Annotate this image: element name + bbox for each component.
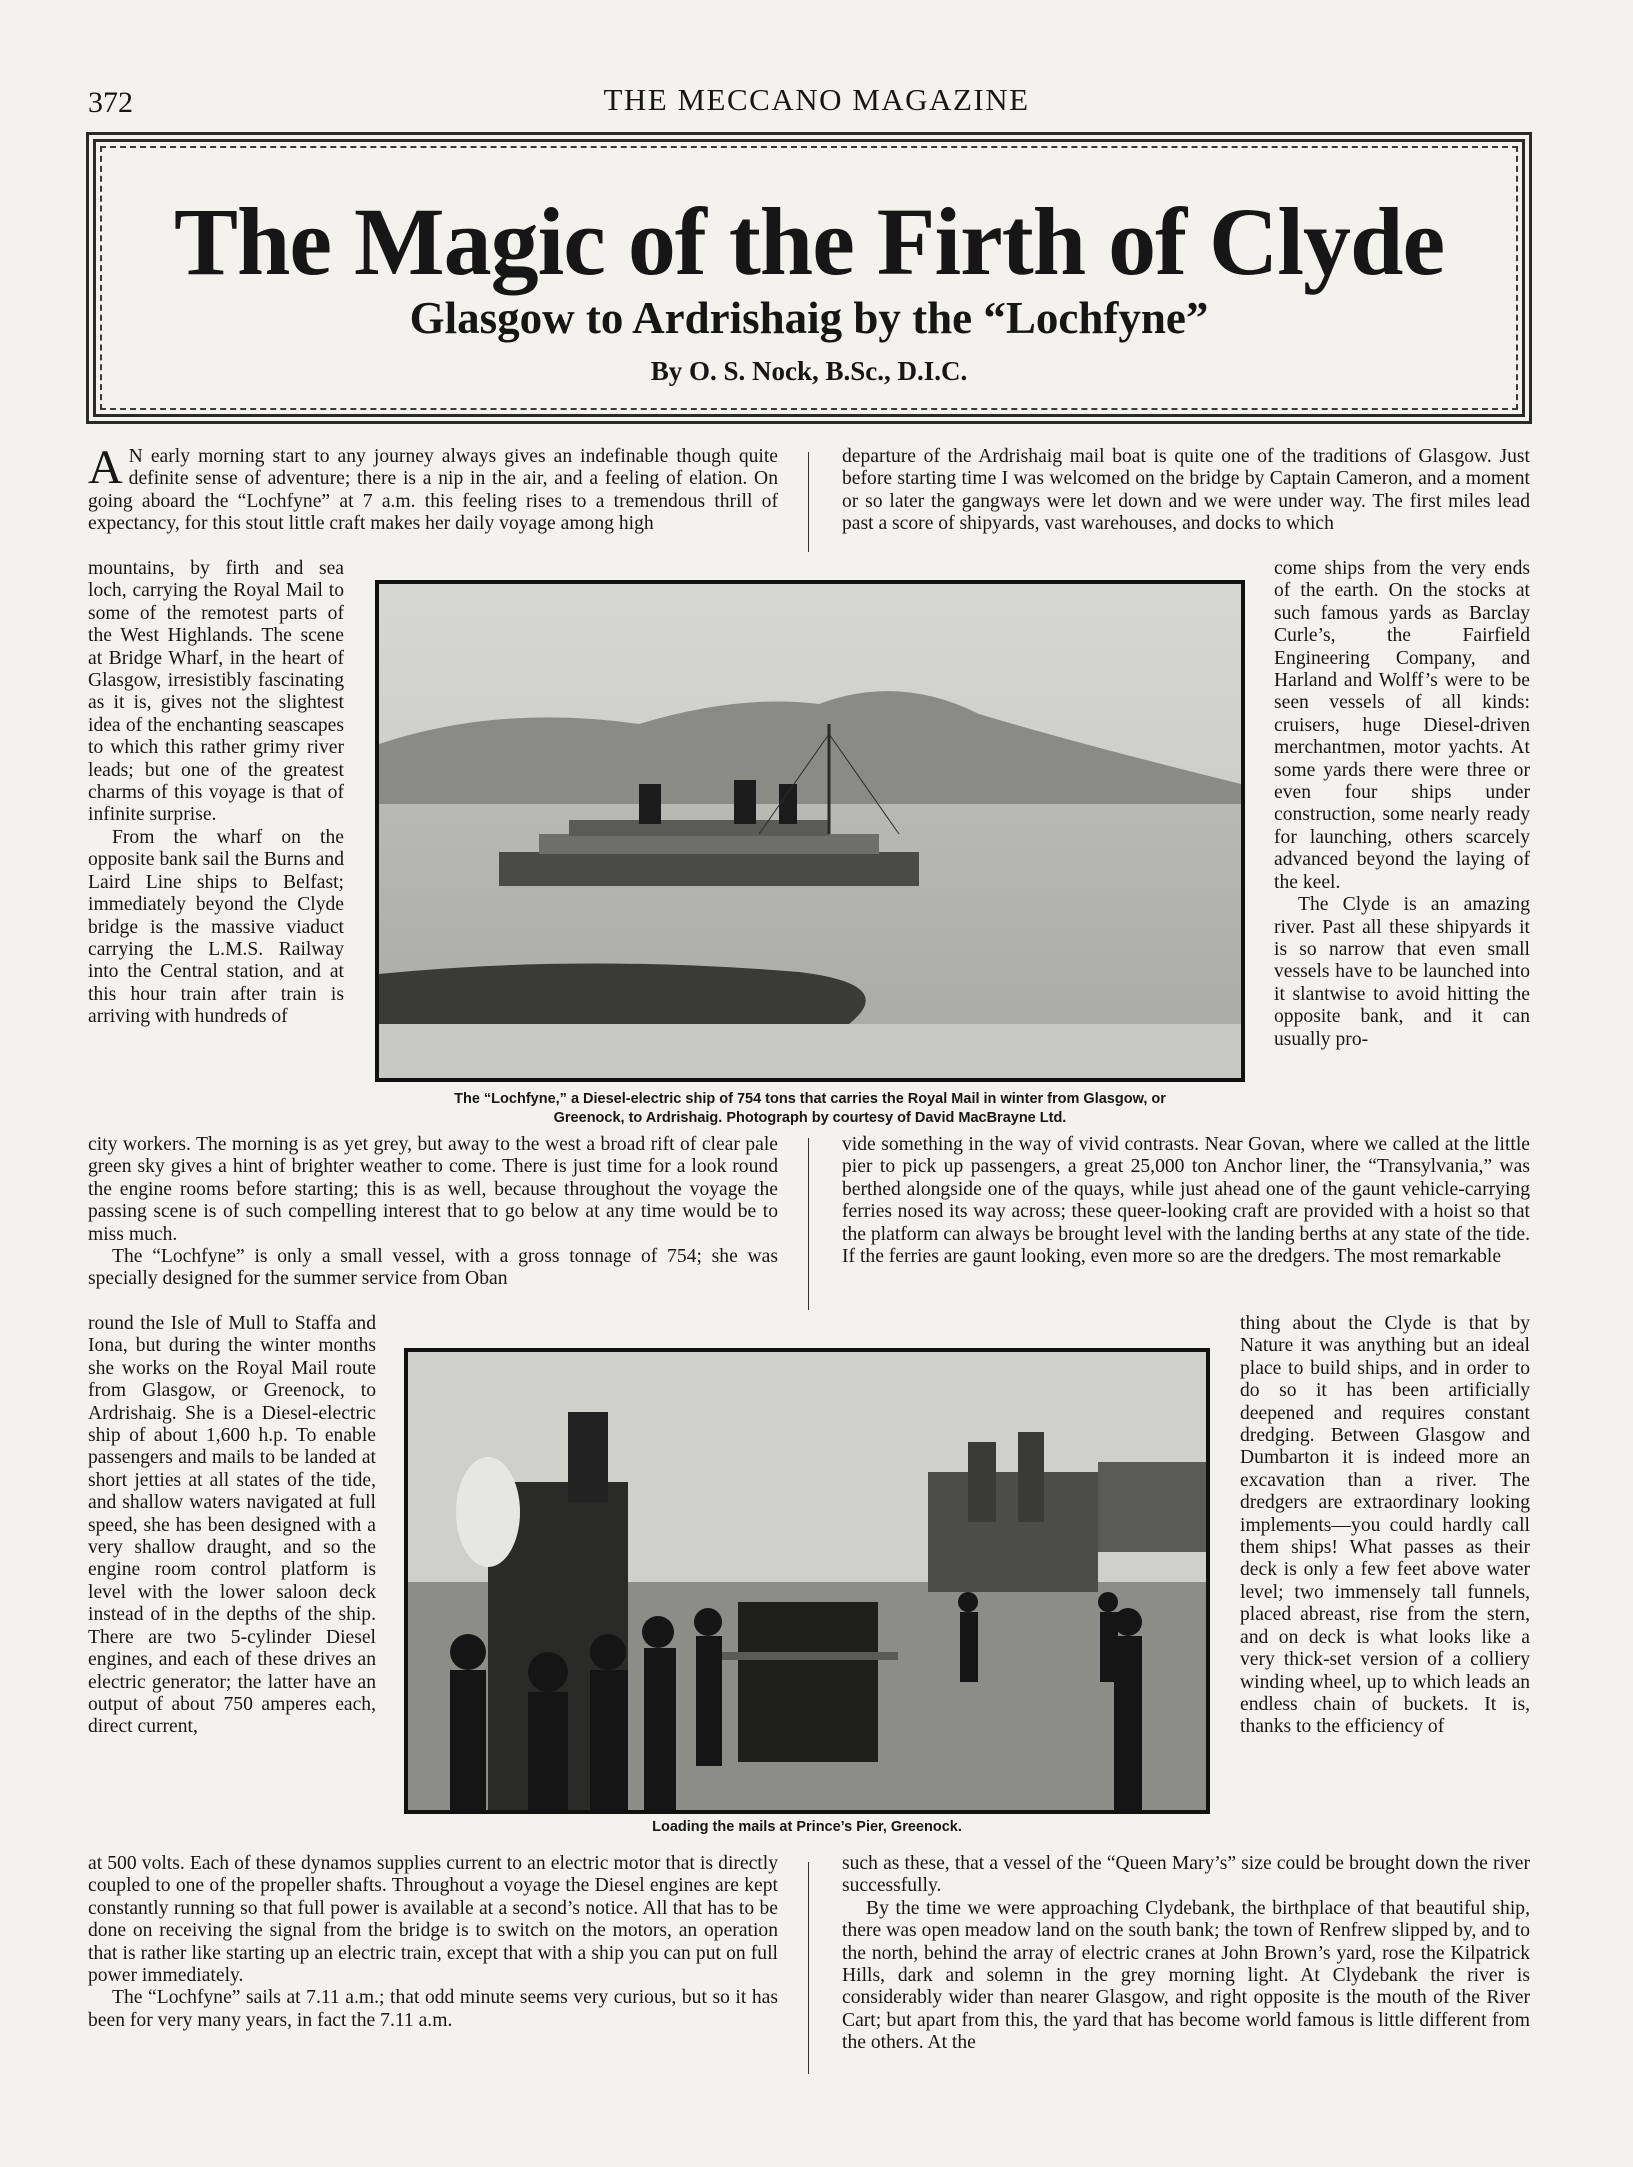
column-rule-bottom bbox=[808, 1862, 809, 2074]
paragraph: city workers. The morning is as yet grey, but away to the west a broad rift of clear pale green sky gives a hint of brighter weather to come. There is just time for a look round the engine rooms before starting; this is as well, because throughout the voyage the passing scene is of such compelling interest that to go below at any time would be to miss much. bbox=[88, 1134, 778, 1245]
photo1-caption bbox=[360, 1090, 1260, 1128]
paragraph: round the Isle of Mull to Staffa and Iona, but during the winter months she works on the Royal Mail route from Glasgow, or Greenock, to Ardrishaig. She is a Diesel-electric ship of about 1,600 h.p. To enable passengers and mails to be landed at short jetties at all states of the tide, and shallow waters navigated at full speed, she has been designed with a very shallow draught, and so the engine room control platform is level with the lower saloon deck instead of in the depths of the ship. There are two 5-cylinder Diesel engines, and each of these drives an electric generator; the latter have an output of about 750 amperes each, direct current, bbox=[88, 1313, 376, 1738]
right-top-text bbox=[842, 446, 1530, 536]
photo-lochfyne-ship bbox=[375, 580, 1245, 1082]
left-middle-text bbox=[88, 1134, 778, 1291]
drop-cap: A bbox=[88, 441, 123, 494]
paragraph: The “Lochfyne” is only a small vessel, with a gross tonnage of 754; she was specially designed for the summer service from Oban bbox=[88, 1246, 778, 1290]
caption-line: The “Lochfyne,” a Diesel-electric ship of 754 tons that carries the Royal Mail in winter from Glasgow, or bbox=[454, 1091, 1166, 1107]
page-number: 372 bbox=[88, 86, 133, 119]
paragraph: vide something in the way of vivid contrasts. Near Govan, where we called at the little pier to pick up passengers, a great 25,000 ton Anchor liner, the “Transylvania,” was berthed alongside one of the quays, while just ahead one of the gaunt vehicle-carrying ferries nosed its way across; these queer-looking craft are provided with a hoist so that the platform can always be brought level with the landing berths at any state of the tide. If the ferries are gaunt looking, even more so are the dredgers. The most remarkable bbox=[842, 1134, 1530, 1268]
article-byline: By O. S. Nock, B.Sc., D.I.C. bbox=[650, 356, 968, 386]
paragraph: The Clyde is an amazing river. Past all these shipyards it is so narrow that even small vessels have to be launched into it slantwise to avoid hitting the opposite bank, and it can usually pro- bbox=[1274, 894, 1530, 1050]
caption-line: Greenock, to Ardrishaig. Photograph by courtesy of David MacBrayne Ltd. bbox=[553, 1110, 1067, 1126]
paragraph: The “Lochfyne” sails at 7.11 a.m.; that odd minute seems very curious, but so it has been for very many years, in fact the 7.11 a.m. bbox=[88, 1987, 778, 2031]
paragraph: By the time we were approaching Clydebank, the birthplace of that beautiful ship, there was open meadow land on the south bank; the town of Renfrew slipped by, and to the north, behind the array of electric cranes at John Brown’s yard, rose the Kilpatrick Hills, dark and solemn in the grey morning light. At Clydebank the river is considerably wider than nearer Glasgow, and right opposite is the mouth of the River Cart; but apart from this, the yard that has become world famous is little different from the others. At the bbox=[842, 1897, 1530, 2054]
article-subtitle: Glasgow to Ardrishaig by the “Lochfyne” bbox=[409, 293, 1209, 343]
paragraph: mountains, by firth and sea loch, carrying the Royal Mail to some of the remotest parts of the West Highlands. The scene at Bridge Wharf, in the heart of Glasgow, irresistibly fascinating as it is, gives not the slightest idea of the enchanting seascapes to which this rather grimy river leads; but one of the greatest charms of this voyage is that of infinite surprise. bbox=[88, 558, 344, 826]
paragraph: such as these, that a vessel of the “Queen Mary’s” size could be brought down the river successfully. bbox=[842, 1853, 1530, 1897]
column-rule-middle bbox=[808, 1138, 809, 1310]
paragraph: at 500 volts. Each of these dynamos supplies current to an electric motor that is directly coupled to one of the propeller shafts. Throughout a voyage the Diesel engines are kept constantly running so that full power is available at a second’s notice. All that has to be done on receiving the signal from the bridge is to switch on the motors, an operation that is rather like starting up an electric train, except that with a ship you can put on full power immediately. bbox=[88, 1853, 778, 1987]
paragraph: departure of the Ardrishaig mail boat is quite one of the traditions of Glasgow. Just before starting time I was welcomed on the bridge by Captain Cameron, and a moment or so later the gangways were let down and we were under way. The first miles lead past a score of shipyards, vast warehouses, and docks to which bbox=[842, 446, 1530, 535]
magazine-title: THE MECCANO MAGAZINE bbox=[603, 82, 1030, 117]
paragraph: From the wharf on the opposite bank sail the Burns and Laird Line ships to Belfast; immediately beyond the Clyde bridge is the massive viaduct carrying the L.M.S. Railway into the Central station, and at this hour train after train is arriving with hundreds of bbox=[88, 826, 344, 1028]
right-bottom-text bbox=[842, 1853, 1530, 2055]
paragraph: thing about the Clyde is that by Nature it was anything but an ideal place to build ships, and in order to do so it has been artificially deepened and requires constant dredging. Between Glasgow and Dumbarton it is indeed more an excavation than a river. The dredgers are extraordinary looking implements—you could hardly call them ships! What passes as their deck is only a few feet above water level; two immensely tall funnels, placed abreast, rise from the stern, and on deck is what looks like a very thick-set version of a colliery winding wheel, up to which leads an endless chain of buckets. It is, thanks to the efficiency of bbox=[1240, 1313, 1530, 1738]
photo-princes-pier bbox=[404, 1348, 1210, 1814]
right-middle-text bbox=[842, 1134, 1530, 1268]
left-narrow-text-2 bbox=[88, 1313, 376, 1739]
article-title: The Magic of the Firth of Clyde bbox=[173, 188, 1445, 295]
paragraph: come ships from the very ends of the earth. On the stocks at such famous yards as Barclay Curle’s, the Fairfield Engineering Company, and Harland and Wolff’s were to be seen vessels of all kinds: cruisers, huge Diesel-driven merchantmen, motor yachts. At some yards there were three or even four ships under construction, some nearly ready for launching, others scarcely advanced beyond the laying of the keel. bbox=[1274, 558, 1530, 893]
right-narrow-text-2 bbox=[1240, 1313, 1530, 1739]
right-narrow-text-1 bbox=[1274, 558, 1530, 1051]
column-rule-top bbox=[808, 452, 809, 552]
pier-photo-illustration bbox=[408, 1352, 1206, 1810]
photo2-caption: Loading the mails at Prince’s Pier, Greenock. bbox=[652, 1819, 962, 1835]
left-narrow-text-1 bbox=[88, 558, 344, 1029]
ship-photo-illustration bbox=[379, 584, 1241, 1078]
left-intro-text: N early morning start to any journey always gives an indefinable though quite definite sense of adventure; there is a nip in the air, and a feeling of elation. On going aboard the “Lochfyne” at 7 a.m. this feeling rises to a tremendous thrill of expectancy, for this stout little craft makes her daily voyage among high bbox=[88, 446, 778, 535]
left-intro-paragraph bbox=[88, 441, 778, 536]
left-bottom-text bbox=[88, 1853, 778, 2032]
